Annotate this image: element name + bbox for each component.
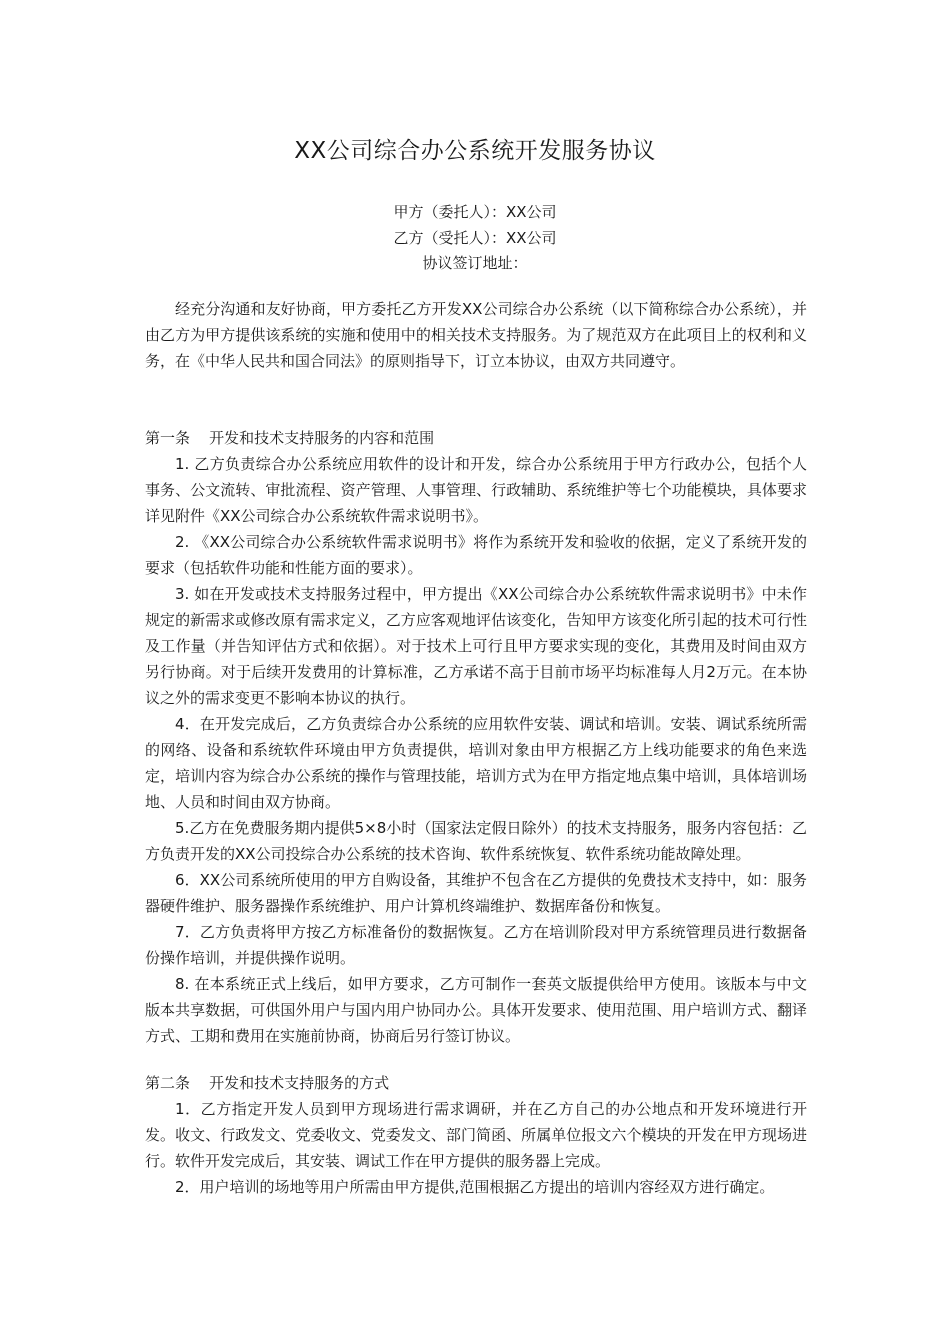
section-1-heading: 第一条 开发和技术支持服务的内容和范围 [145,429,435,447]
section-1-item-1: 1. 乙方负责综合办公系统应用软件的设计和开发，综合办公系统用于甲方行政办公，包括个人事务、公文流转、审批流程、资产管理、人事管理、行政辅助、系统维护等七个功能模块，具体要求详见附件《XX公司综合办公系统软件需求说明书》。 [145,455,807,525]
section-2-item-2: 2．用户培训的场地等用户所需由甲方提供,范围根据乙方提出的培训内容经双方进行确定。 [175,1178,775,1196]
section-1-item-8: 8. 在本系统正式上线后，如甲方要求，乙方可制作一套英文版提供给甲方使用。该版本与中文版本共享数据，可供国外用户与国内用户协同办公。具体开发要求、使用范围、用户培训方式、翻译方式、工期和费用在实施前协商，协商后另行签订协议。 [145,975,807,1045]
intro-paragraph: 经充分沟通和友好协商，甲方委托乙方开发XX公司综合办公系统（以下简称综合办公系统），并由乙方为甲方提供该系统的实施和使用中的相关技术支持服务。为了规范双方在此项目上的权利和义务，在《中华人民共和国合同法》的原则指导下，订立本协议，由双方共同遵守。 [145,300,807,370]
section-2-body [145,1096,807,1200]
section-1-item-5: 5.乙方在免费服务期内提供5×8小时（国家法定假日除外）的技术支持服务，服务内容包括：乙方负责开发的XX公司投综合办公系统的技术咨询、软件系统恢复、软件系统功能故障处理。 [145,819,807,863]
section-1-item-7: 7．乙方负责将甲方按乙方标准备份的数据恢复。乙方在培训阶段对甲方系统管理员进行数据备份操作培训，并提供操作说明。 [145,923,807,967]
section-1-item-4: 4．在开发完成后，乙方负责综合办公系统的应用软件安装、调试和培训。安装、调试系统所需的网络、设备和系统软件环境由甲方负责提供，培训对象由甲方根据乙方上线功能要求的角色来选定，培训内容为综合办公系统的操作与管理技能，培训方式为在甲方指定地点集中培训，具体培训场地、人员和时间由双方协商。 [145,715,807,811]
intro-section [145,296,807,374]
section-1-item-6: 6．XX公司系统所使用的甲方自购设备，其维护不包含在乙方提供的免费技术支持中，如：服务器硬件维护、服务器操作系统维护、用户计算机终端维护、数据库备份和恢复。 [145,871,807,915]
section-1-body [145,451,807,1049]
sign-place-line: 协议签订地址： [422,254,528,272]
party-b-line: 乙方（受托人）：XX公司 [393,229,557,247]
party-a-line: 甲方（委托人）：XX公司 [393,203,557,221]
section-2-heading: 第二条 开发和技术支持服务的方式 [145,1074,390,1092]
document-title: XX公司综合办公系统开发服务协议 [294,138,656,164]
section-2-item-1: 1．乙方指定开发人员到甲方现场进行需求调研，并在乙方自己的办公地点和开发环境进行开发。收文、行政发文、党委收文、党委发文、部门简函、所属单位报文六个模块的开发在甲方现场进行。软件开发完成后，其安装、调试工作在甲方提供的服务器上完成。 [145,1100,807,1170]
section-1-item-3: 3. 如在开发或技术支持服务过程中，甲方提出《XX公司综合办公系统软件需求说明书》中未作规定的新需求或修改原有需求定义，乙方应客观地评估该变化，告知甲方该变化所引起的技术可行性及工作量（并告知评估方式和依据）。对于技术上可行且甲方要求实现的变化，其费用及时间由双方另行协商。对于后续开发费用的计算标准，乙方承诺不高于目前市场平均标准每人月2万元。在本协议之外的需求变更不影响本协议的执行。 [145,585,807,707]
section-1-item-2: 2. 《XX公司综合办公系统软件需求说明书》将作为系统开发和验收的依据，定义了系统开发的要求（包括软件功能和性能方面的要求）。 [145,533,807,577]
